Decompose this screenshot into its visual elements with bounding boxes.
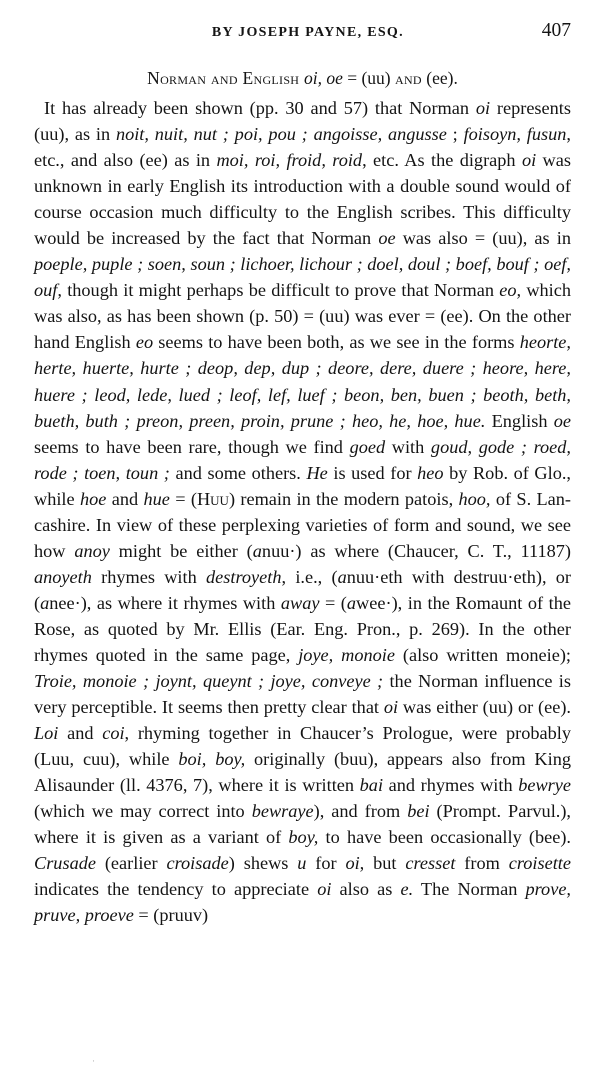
italic-text: boy,	[288, 827, 319, 848]
body-paragraph	[34, 95, 571, 929]
roman-text: was either (uu) or (ee).	[398, 697, 571, 718]
roman-text: of S. Lancashire. In view of these perplexing varieties of form and sound, we see how	[34, 488, 572, 561]
roman-text: and some others.	[169, 462, 307, 483]
italic-text: destroyeth	[206, 566, 282, 587]
running-title: BY JOSEPH PAYNE, ESQ.	[211, 25, 404, 40]
roman-text: English	[485, 410, 554, 431]
roman-text: The Norman	[413, 879, 526, 900]
running-head	[34, 20, 571, 52]
italic-text: oi	[383, 697, 399, 718]
italic-text: e.	[400, 879, 414, 900]
italic-text: bewrye	[518, 775, 571, 796]
italic-text: bei	[407, 801, 430, 822]
roman-text: ) remain in the modern patois,	[228, 488, 459, 509]
italic-text: anoyeth	[34, 566, 92, 587]
roman-text: for	[306, 853, 346, 874]
roman-text: seems to have been both, as we see in the forms	[153, 332, 520, 353]
roman-text: was also = (uu), as in	[395, 228, 571, 249]
roman-text: , rhyming together in Chaucer’s Prologue, were probably (Luu, cuu), while	[34, 723, 571, 770]
roman-text: represents (uu), as in	[34, 98, 571, 145]
italic-text: oe	[378, 228, 396, 249]
roman-text: from	[455, 853, 509, 874]
italic-text: oi	[521, 150, 537, 171]
roman-text: but	[364, 853, 406, 874]
roman-text: and rhymes with	[383, 775, 519, 796]
italic-text: away	[280, 592, 320, 613]
roman-text: It has already been shown (pp. 30 and 57) that Norman	[44, 98, 476, 118]
heading-text: (ee).	[421, 68, 458, 88]
italic-text: Loi	[34, 723, 59, 744]
roman-text: , etc. As the digraph	[362, 150, 522, 171]
heading-text: and	[395, 68, 422, 88]
italic-text: foisoyn, fusun	[463, 124, 567, 145]
page-number: 407	[541, 20, 571, 41]
roman-text: and	[106, 488, 144, 509]
italic-text: goed	[349, 436, 386, 457]
italic-text: eo	[135, 332, 154, 353]
heading-italic-text: oi, oe	[303, 68, 343, 88]
roman-text: rhymes with	[91, 566, 206, 587]
italic-text: hoo,	[458, 488, 491, 509]
roman-text: by Rob. of Glo., while	[34, 462, 571, 509]
italic-text: oi	[475, 98, 491, 118]
roman-text: = (	[169, 488, 197, 509]
italic-text: croisette	[508, 853, 571, 874]
roman-text: and	[58, 723, 103, 744]
roman-text: indicates the tendency to appreciate	[34, 879, 318, 900]
roman-text: = (pruuv)	[133, 905, 209, 926]
italic-text: heorte, herte, huerte, hurte ; deop, dep, dup ; deore, dere, duere ; heore, here, huere ; leod, lede, lued ; leof, lef, luef ; beon, ben, buen ; beoth, beth, bueth, buth ; preon, preen, proin, prune ; heo, he, hoe, hue.	[34, 332, 571, 431]
italic-text: coi	[102, 723, 125, 744]
roman-text: nee·), as where it rhymes with	[49, 592, 281, 613]
italic-text: bewraye	[251, 801, 314, 822]
roman-text: was unknown in early English its introduction with a double sound would of course occasion much difficulty to the English scribes. This difficulty would be increased by the fact that Norman	[34, 150, 571, 249]
roman-text: ;	[446, 124, 464, 145]
italic-text: Troie, monoie ; joynt, queynt ; joye, conveye ;	[34, 671, 384, 692]
roman-text: wee·), in the Romaunt of the Rose, as quoted by Mr. Ellis (Ear. Eng. Pron., p. 269). In the other rhymes quoted in the same page,	[34, 592, 571, 665]
italic-text: croisade	[166, 853, 229, 874]
italic-text: a	[346, 592, 357, 613]
roman-text: = (	[319, 592, 347, 613]
roman-text: , i.e., (	[281, 566, 338, 587]
roman-text: though it might perhaps be difficult to prove that Norman	[61, 280, 500, 301]
italic-text: cresset	[405, 853, 456, 874]
italic-text: He	[306, 462, 328, 483]
italic-text: poeple, puple ; soen, soun ; lichoer, lichour ; doel, doul ; boef, bouf ; oef, ouf,	[34, 254, 571, 301]
small-caps-text: Huu	[196, 488, 229, 509]
roman-text: seems to have been rare, though we find	[34, 436, 350, 457]
italic-text: u	[297, 853, 307, 874]
italic-text: noit, nuit, nut ; poi, pou ; angoisse, angusse	[115, 124, 447, 145]
italic-text: oi	[317, 879, 332, 900]
roman-text: , etc., and also (ee) as in	[34, 124, 571, 171]
roman-text: (which we may correct into	[34, 801, 252, 822]
italic-text: anoy	[74, 540, 110, 561]
roman-text: might be either (	[109, 540, 253, 561]
italic-text: a	[40, 592, 50, 613]
roman-text: the Norman influence is very perceptible. It seems then pretty clear that	[34, 671, 571, 718]
italic-text: goud, gode ; roed, rode ; toen, toun ;	[34, 436, 572, 483]
roman-text: originally (buu), appears also from King Alisaunder (ll. 4376, 7), where it is written	[34, 749, 571, 796]
italic-text: joye, monoie	[298, 644, 395, 665]
section-heading	[34, 65, 571, 91]
roman-text: (Prompt. Parvul.), where it is given as a variant of	[34, 801, 571, 848]
italic-text: Crusade	[34, 853, 96, 874]
roman-text: (earlier	[95, 853, 167, 874]
italic-text: boi, boy,	[178, 749, 246, 770]
roman-text: to have been occasionally (bee).	[318, 827, 572, 848]
italic-text: moi, roi, froid, roid	[216, 150, 363, 171]
italic-text: hoe	[79, 488, 107, 509]
italic-text: hue	[143, 488, 170, 509]
italic-text: prove, pruve, proeve	[34, 879, 571, 926]
roman-text: nuu·eth with destruu·eth), or (	[34, 566, 572, 613]
roman-text: which was also, as has been shown (p. 50) = (uu) was ever = (ee). On the other hand English	[34, 280, 571, 353]
heading-text: = (uu)	[342, 68, 395, 88]
roman-text: (also written moneie);	[394, 644, 571, 665]
italic-text: oe	[553, 410, 571, 431]
scan-mark: ·	[92, 1056, 95, 1066]
roman-text: with	[385, 436, 431, 457]
roman-text: also as	[331, 879, 401, 900]
italic-text: oi,	[345, 853, 365, 874]
roman-text: ), and from	[313, 801, 408, 822]
italic-text: eo,	[499, 280, 522, 301]
heading-text: Norman and English	[147, 68, 304, 88]
italic-text: bai	[359, 775, 384, 796]
roman-text: ) shews	[228, 853, 298, 874]
roman-text: is used for	[327, 462, 418, 483]
italic-text: heo	[417, 462, 444, 483]
italic-text: a	[252, 540, 262, 561]
italic-text: a	[337, 566, 347, 587]
roman-text: nuu·) as where (Chaucer, C. T., 11187)	[261, 540, 571, 561]
